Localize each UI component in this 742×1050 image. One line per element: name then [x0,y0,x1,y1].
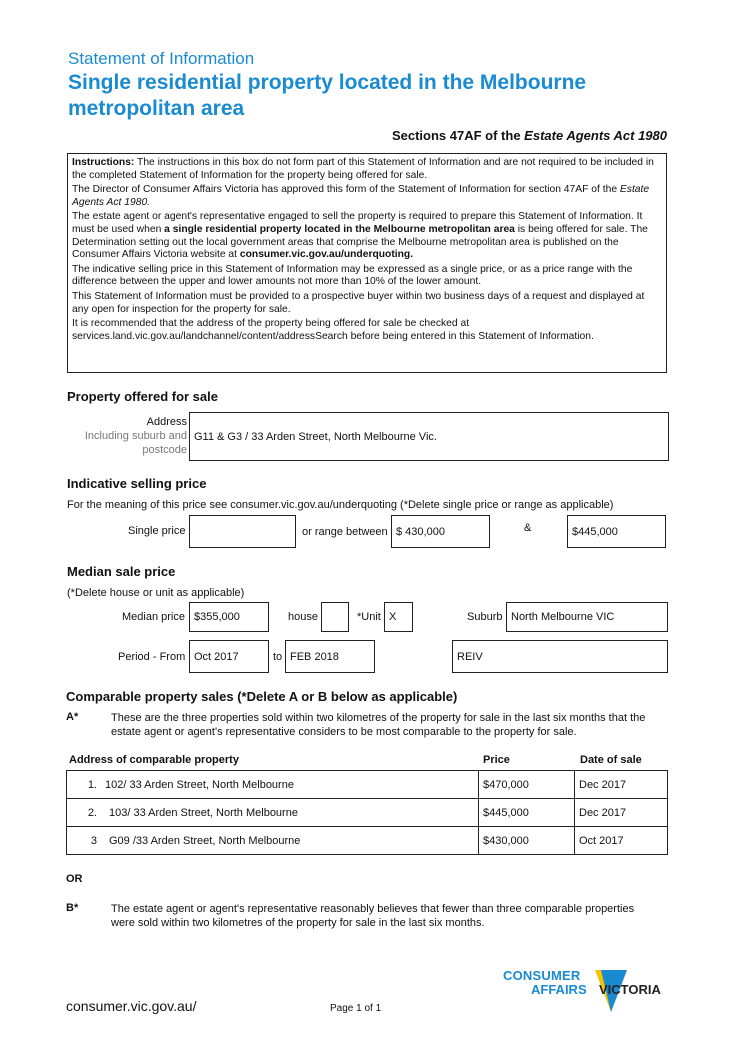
instructions-p3: The estate agent or agent's representative engaged to sell the property is required to prepare this Statement of Information. It must be used when a single residential property located in the Melbourne metropolitan area is being offered for sale. The Determination setting out the local government areas that comprise the Melbourne metropolitan area is published on the Consumer Affairs Victoria website at consumer.vic.gov.au/underquoting. [72,211,648,261]
col-address-header: Address of comparable property [69,754,239,766]
table-row [67,771,668,799]
median-price-label: Median price [122,611,185,623]
instructions-box [67,153,667,373]
comparable-address-cell[interactable]: 3 G09 /33 Arden Street, North Melbourne [67,827,479,855]
table-row [67,799,668,827]
median-note: (*Delete house or unit as applicable) [67,587,245,599]
logo-line-affairs: AFFAIRS [531,982,587,997]
form-subtitle: Statement of Information [68,49,255,68]
page-number: Page 1 of 1 [330,1003,382,1014]
address-label: Address Including suburb and postcode [84,416,187,456]
range-high-field[interactable]: $445,000 [567,515,666,548]
indicative-heading: Indicative selling price [67,476,207,491]
source-field[interactable]: REIV [452,640,668,673]
instructions-p6: It is recommended that the address of the property being offered for sale be checked at services.land.vic.gov.au/landchannel/content/addressSearch before being entered in this Statement of Information. [72,318,594,342]
option-a-label: A* [66,711,79,723]
logo-line-victoria: VICTORIA [599,982,661,997]
single-price-label: Single price [128,525,186,537]
option-b-label: B* [66,902,79,914]
sections-reference: Sections 47AF of the Estate Agents Act 1980 [391,128,667,143]
period-to-field[interactable]: FEB 2018 [285,640,375,673]
period-from-field[interactable]: Oct 2017 [189,640,269,673]
unit-field[interactable]: X [384,602,413,632]
comparable-date-cell[interactable]: Oct 2017 [575,827,668,855]
or-separator: OR [66,873,83,885]
median-price-field[interactable]: $355,000 [189,602,269,632]
comparable-date-cell[interactable]: Dec 2017 [575,799,668,827]
range-label: or range between [302,526,388,538]
comparable-price-cell[interactable]: $445,000 [479,799,575,827]
comparable-date-cell[interactable]: Dec 2017 [575,771,668,799]
instructions-p2: The Director of Consumer Affairs Victoria has approved this form of the Statement of Information for section 47AF of the Estate Agents Act 1980. [72,184,650,208]
col-price-header: Price [483,754,510,766]
single-price-field[interactable] [189,515,296,548]
house-label: house [288,611,318,623]
address-field[interactable]: G11 & G3 / 33 Arden Street, North Melbourne Vic. [189,412,669,461]
instructions-p1: Instructions: The instructions in this box do not form part of this Statement of Information and are not required to be included in the completed Statement of Information for the property being offered for sale. [72,157,654,181]
instructions-p4: The indicative selling price in this Statement of Information may be expressed as a single price, or as a price range with the difference between the upper and lower amounts not more than 10% of the lower amount. [72,263,633,288]
footer-url: consumer.vic.gov.au/ [66,998,197,1014]
col-date-header: Date of sale [580,754,642,766]
period-to-label: to [273,651,283,663]
comparable-heading: Comparable property sales (*Delete A or B below as applicable) [66,689,458,704]
property-heading: Property offered for sale [67,389,218,404]
consumer-affairs-victoria-logo [503,968,673,1014]
instructions-p5: This Statement of Information must be provided to a prospective buyer within two business days of a request and displayed at any open for inspection for the property for sale. [72,290,645,315]
act-name: Estate Agents Act 1980 [524,128,667,143]
comparable-price-cell[interactable]: $430,000 [479,827,575,855]
comparable-table [66,770,668,855]
option-b-text: The estate agent or agent's representative reasonably believes that fewer than three comparable properties were sold within two kilometres of the property for sale in the last six months. [111,903,635,929]
suburb-label: Suburb [467,611,503,623]
comparable-address-cell[interactable]: 1. 102/ 33 Arden Street, North Melbourne [67,771,479,799]
suburb-field[interactable]: North Melbourne VIC [506,602,668,632]
option-a-text: These are the three properties sold within two kilometres of the property for sale in the last six months that the estate agent or agent's representative considers to be most comparable to the property for sale. [111,712,646,738]
period-from-label: Period - From [118,651,186,663]
indicative-note: For the meaning of this price see consumer.vic.gov.au/underquoting (*Delete single price or range as applicable) [67,499,614,511]
comparable-price-cell[interactable]: $470,000 [479,771,575,799]
logo-line-consumer: CONSUMER [503,968,581,983]
comparable-address-cell[interactable]: 2. 103/ 33 Arden Street, North Melbourne [67,799,479,827]
range-ampersand: & [524,522,532,534]
form-title: Single residential property located in the Melbourne metropolitan area [68,71,587,120]
house-field[interactable] [321,602,349,632]
range-low-field[interactable]: $ 430,000 [391,515,490,548]
table-row [67,827,668,855]
unit-label: *Unit [357,611,381,623]
median-heading: Median sale price [67,564,176,579]
